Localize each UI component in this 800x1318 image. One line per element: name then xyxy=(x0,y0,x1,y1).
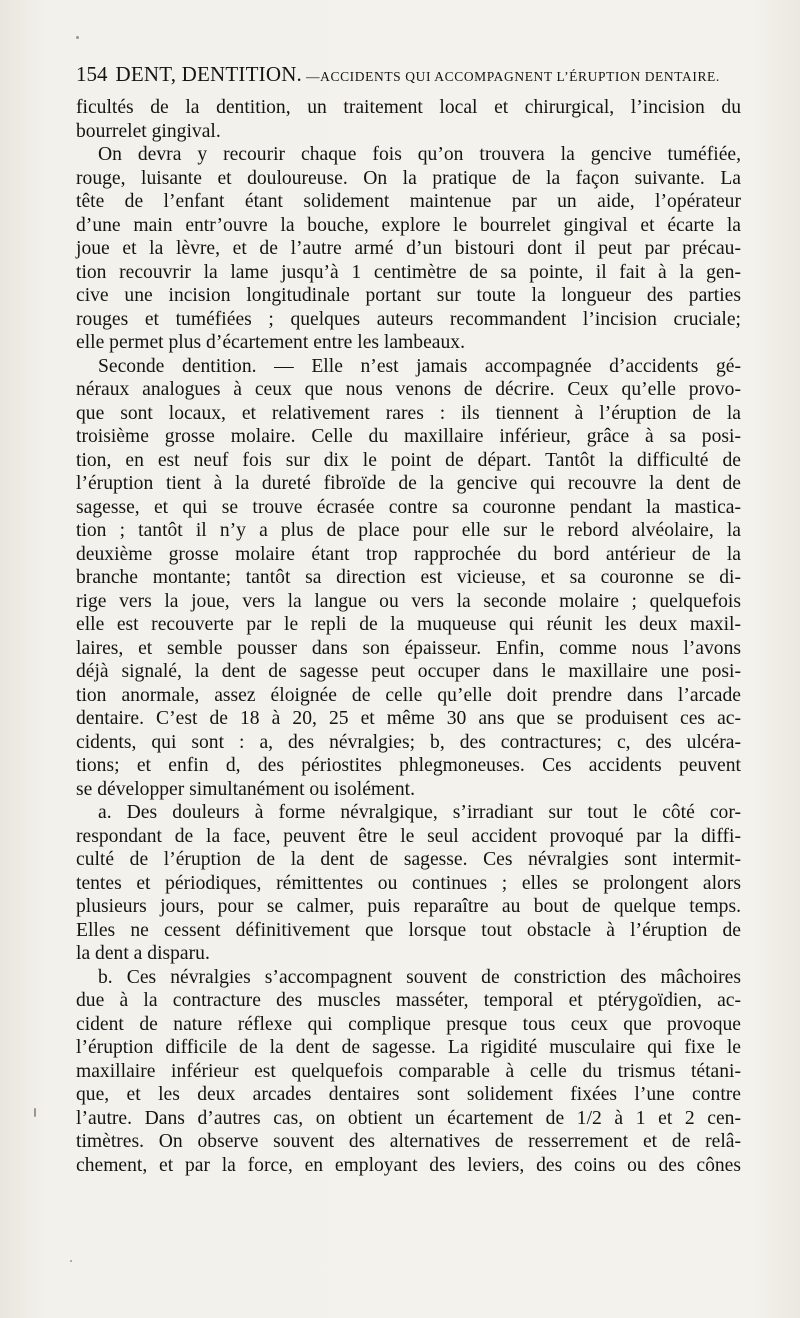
paper-speck xyxy=(76,36,79,39)
text-line: tion anormale, assez éloignée de celle qu’elle doit prendre dans l’arcade xyxy=(76,684,741,706)
text-line: plusieurs jours, pour se calmer, puis reparaître au bout de quelque temps. xyxy=(76,896,741,917)
text-line: l’autre. Dans d’autres cas, on obtient un écartement de 1/2 à 1 et 2 cen- xyxy=(76,1107,741,1129)
text-line: bourrelet gingival. xyxy=(76,120,221,142)
text-line: rouges et tuméfiées ; quelques auteurs recommandent l’incision cruciale; xyxy=(76,308,741,330)
text-line: néraux analogues à ceux que nous venons de décrire. Ceux qu’elle provo- xyxy=(76,379,741,400)
text-line: tête de l’enfant étant solidement maintenue par un aide, l’opérateur xyxy=(76,191,741,212)
text-line: due à la contracture des muscles masséter, temporal et ptérygoïdien, ac- xyxy=(76,990,741,1011)
text-line: timètres. On observe souvent des alternatives de resserrement et de relâ- xyxy=(76,1131,741,1152)
text-line: elle permet plus d’écartement entre les lambeaux. xyxy=(76,332,465,353)
text-line: rige vers la joue, vers la langue ou vers la seconde molaire ; quelquefois xyxy=(76,590,741,612)
text-line: deuxième grosse molaire étant trop rapprochée du bord antérieur de la xyxy=(76,543,741,565)
text-line: maxillaire inférieur est quelquefois comparable à celle du trismus tétani- xyxy=(76,1060,741,1082)
text-line: respondant de la face, peuvent être le seul accident provoqué par la diffi- xyxy=(76,825,741,847)
text-line: rouge, luisante et douloureuse. On la pratique de la façon suivante. La xyxy=(76,167,741,189)
text-line: tion recouvrir la lame jusqu’à 1 centimètre de sa pointe, il fait à la gen- xyxy=(76,261,741,283)
text-line: joue et la lèvre, et de l’autre armé d’un bistouri dont il peut par précau- xyxy=(76,238,741,259)
running-title: DENT, DENTITION. xyxy=(115,62,303,86)
text-line: que sont locaux, et relativement rares : ils tiennent à l’éruption de la xyxy=(76,402,741,424)
text-line: branche montante; tantôt sa direction est vicieuse, et sa couronne se di- xyxy=(76,567,741,588)
text-line: culté de l’éruption de la dent de sagesse. Ces névralgies sont intermit- xyxy=(76,849,741,870)
page-number: 154 xyxy=(76,62,108,86)
text-line: tion ; tantôt il n’y a plus de place pour elle sur le rebord alvéolaire, la xyxy=(76,520,741,541)
text-line: b. Ces névralgies s’accompagnent souvent de constriction des mâchoires xyxy=(98,966,741,988)
running-header xyxy=(76,60,726,88)
text-line: tentes et périodiques, rémittentes ou continues ; elles se prolongent alors xyxy=(76,872,741,894)
text-line: tion, en est neuf fois sur dix le point de départ. Tantôt la difficulté de xyxy=(76,449,741,471)
running-subtitle: —ACCIDENTS QUI ACCOMPAGNENT L’ÉRUPTION DENTAIRE. xyxy=(306,69,720,84)
text-line: Seconde dentition. — Elle n’est jamais accompagnée d’accidents gé- xyxy=(98,355,741,377)
text-line: chement, et par la force, en employant des leviers, des coins ou des cônes xyxy=(76,1154,741,1176)
text-line: l’éruption difficile de la dent de sagesse. La rigidité musculaire qui fixe le xyxy=(76,1037,741,1058)
text-line: ficultés de la dentition, un traitement local et chirurgical, l’incision du xyxy=(76,97,741,118)
text-line: se développer simultanément ou isolément. xyxy=(76,778,415,800)
text-line: dentaire. C’est de 18 à 20, 25 et même 30 ans que se produisent ces ac- xyxy=(76,708,741,729)
text-line: déjà signalé, la dent de sagesse peut occuper dans le maxillaire une posi- xyxy=(76,661,741,682)
text-line: sagesse, et qui se trouve écrasée contre sa couronne pendant la mastica- xyxy=(76,496,741,518)
text-line: d’une main entr’ouvre la bouche, explore le bourrelet gingival et écarte la xyxy=(76,214,741,236)
paper-speck xyxy=(34,1108,36,1117)
text-line: elle est recouverte par le repli de la muqueuse qui réunit les deux maxil- xyxy=(76,614,741,635)
text-line: la dent a disparu. xyxy=(76,943,210,964)
body-text xyxy=(76,96,741,1177)
text-line: troisième grosse molaire. Celle du maxillaire inférieur, grâce à sa posi- xyxy=(76,426,741,447)
text-line: tions; et enfin d, des périostites phlegmoneuses. Ces accidents peuvent xyxy=(76,755,741,776)
text-line: que, et les deux arcades dentaires sont solidement fixées l’une contre xyxy=(76,1084,741,1105)
text-line: laires, et semble pousser dans son épaisseur. Enfin, comme nous l’avons xyxy=(76,637,741,659)
text-line: cidents, qui sont : a, des névralgies; b, des contractures; c, des ulcéra- xyxy=(76,731,741,753)
text-line: Elles ne cessent définitivement que lorsque tout obstacle à l’éruption de xyxy=(76,919,741,941)
text-line: l’éruption tient à la dureté fibroïde de la gencive qui recouvre la dent de xyxy=(76,473,741,494)
text-line: a. Des douleurs à forme névralgique, s’irradiant sur tout le côté cor- xyxy=(98,802,741,823)
paper-speck xyxy=(70,1260,72,1262)
text-line: cident de nature réflexe qui complique presque tous ceux que provoque xyxy=(76,1013,741,1035)
text-line: cive une incision longitudinale portant sur toute la longueur des parties xyxy=(76,285,741,306)
text-line: On devra y recourir chaque fois qu’on trouvera la gencive tuméfiée, xyxy=(98,144,741,165)
